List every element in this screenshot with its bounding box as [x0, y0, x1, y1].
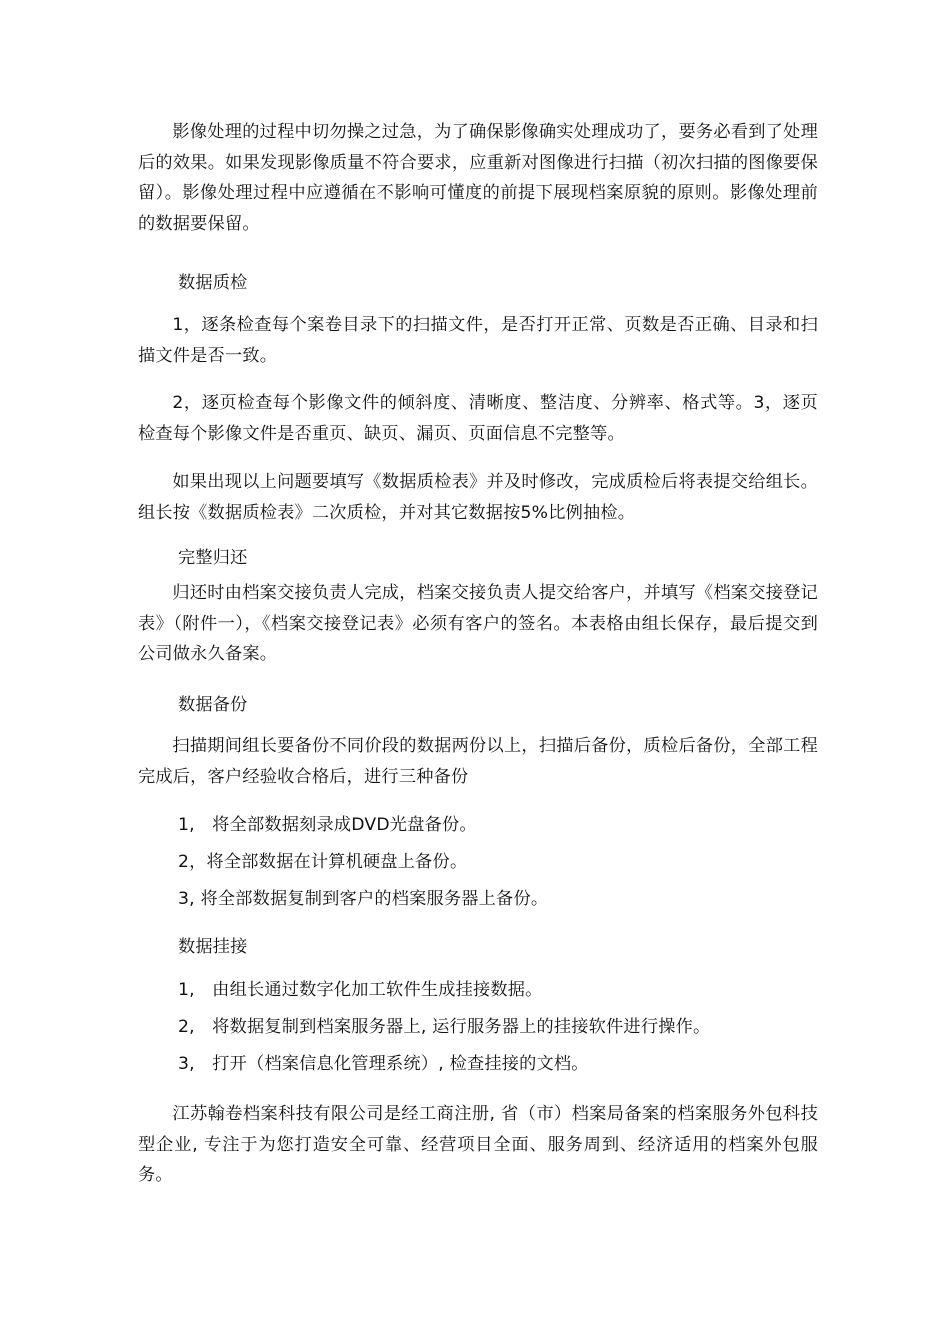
company-paragraph: 江苏翰卷档案科技有限公司是经工商注册, 省（市）档案局备案的档案服务外包科技型企业, 专注于为您打造安全可靠、经营项目全面、服务周到、经济适用的档案外包服务。: [138, 1104, 818, 1185]
quality-check-item-2: 2，逐页检查每个影像文件的倾斜度、清晰度、整洁度、分辨率、格式等。3，逐页检查每个影像文件是否重页、缺页、漏页、页面信息不完整等。: [138, 393, 818, 444]
return-heading: 完整归还: [178, 548, 248, 568]
mount-item-2: 2, 将数据复制到档案服务器上, 运行服务器上的挂接软件进行操作。: [178, 1017, 711, 1037]
backup-paragraph: 扫描期间组长要备份不同价段的数据两份以上，扫描后备份，质检后备份，全部工程完成后，客户经验收合格后，进行三种备份: [138, 736, 818, 787]
quality-check-paragraph: 如果出现以上问题要填写《数据质检表》并及时修改，完成质检后将表提交给组长。组长按《数据质检表》二次质检，并对其它数据按5%比例抽检。: [138, 472, 818, 523]
backup-heading: 数据备份: [178, 695, 248, 715]
image-processing-paragraph: 影像处理的过程中切勿操之过急，为了确保影像确实处理成功了，要务必看到了处理后的效果。如果发现影像质量不符合要求，应重新对图像进行扫描（初次扫描的图像要保留）。影像处理过程中应遵循在不影响可懂度的前提下展现档案原貌的原则。影像处理前的数据要保留。: [138, 122, 818, 234]
mount-item-3: 3, 打开（档案信息化管理系统）, 检查挂接的文档。: [178, 1054, 589, 1074]
quality-check-item-1: 1，逐条检查每个案卷目录下的扫描文件，是否打开正常、页数是否正确、目录和扫描文件是否一致。: [138, 315, 818, 366]
mount-item-1: 1, 由组长通过数字化加工软件生成挂接数据。: [178, 980, 543, 1000]
backup-item-2: 2，将全部数据在计算机硬盘上备份。: [178, 852, 468, 872]
mount-heading: 数据挂接: [178, 937, 248, 957]
return-paragraph: 归还时由档案交接负责人完成，档案交接负责人提交给客户，并填写《档案交接登记表》（附件一），《档案交接登记表》必须有客户的签名。本表格由组长保存，最后提交到公司做永久备案。: [138, 583, 818, 664]
quality-check-heading: 数据质检: [178, 273, 248, 293]
backup-item-3: 3, 将全部数据复制到客户的档案服务器上备份。: [178, 889, 549, 909]
backup-item-1: 1, 将全部数据刻录成DVD光盘备份。: [178, 815, 477, 835]
